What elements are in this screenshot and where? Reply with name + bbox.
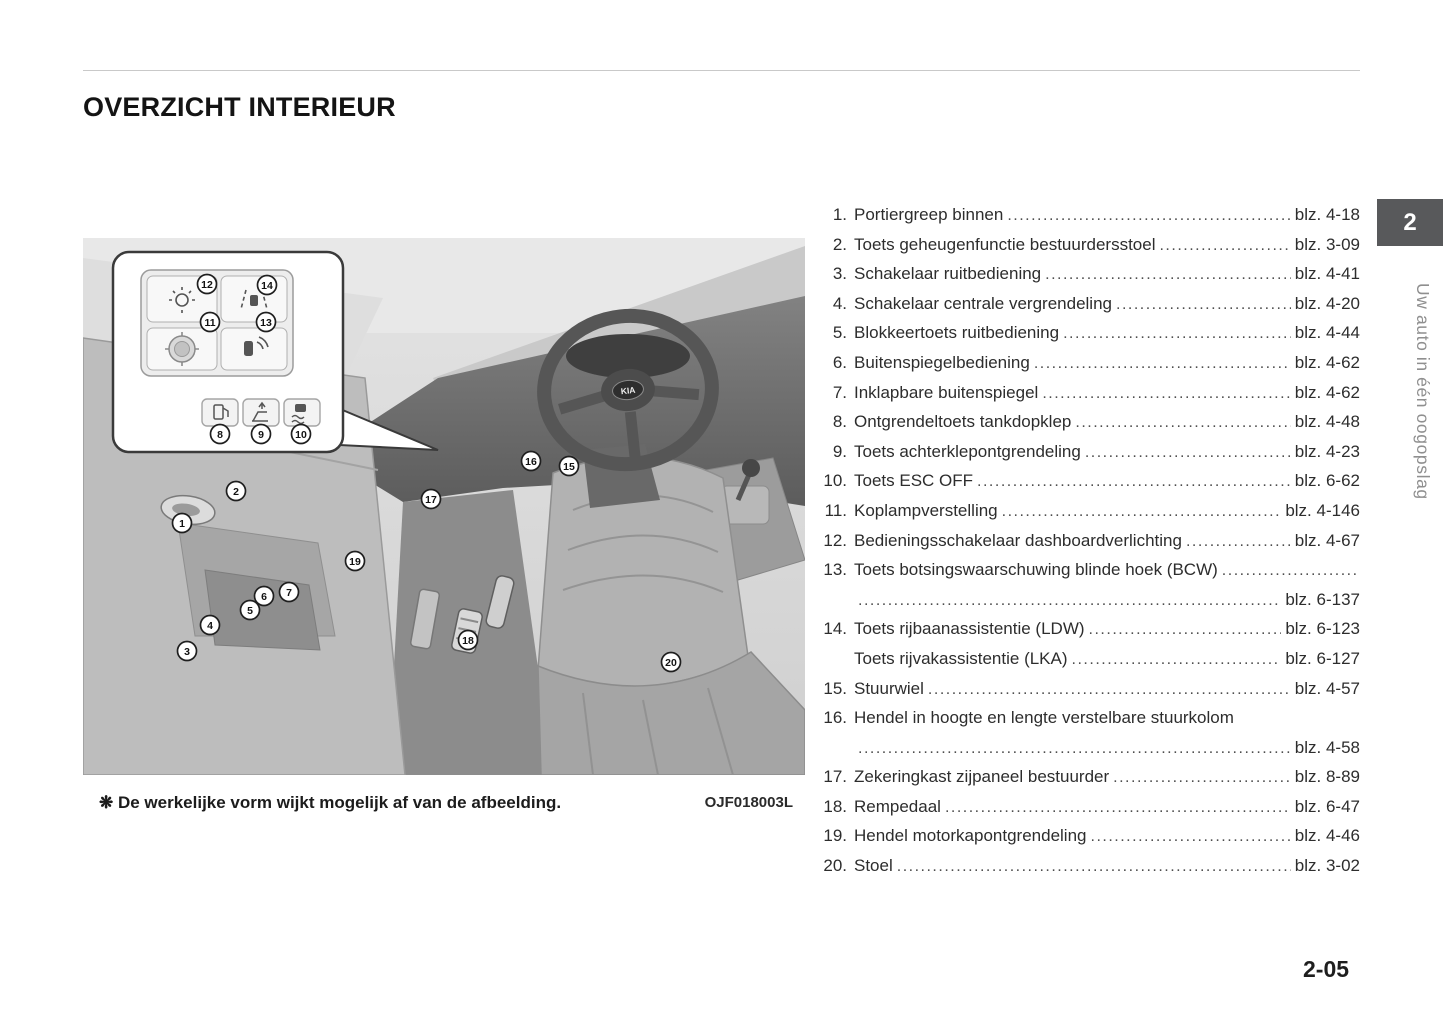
parts-list-row (818, 560, 1360, 590)
part-marker-2 (227, 482, 246, 501)
parts-list-row (818, 679, 1360, 709)
item-label: Portiergreep binnen (854, 205, 1004, 224)
parts-list-row (818, 649, 1360, 679)
item-number: 11. (824, 500, 847, 520)
item-number: 4. (832, 293, 847, 313)
dot-leader (1042, 383, 1290, 403)
part-marker-5 (241, 601, 260, 620)
item-page-ref: blz. 4-58 (1294, 737, 1360, 757)
parts-list-row (818, 619, 1360, 649)
item-label: Toets rijbaanassistentie (LDW) (854, 619, 1085, 639)
parts-list-row (818, 856, 1360, 886)
part-marker-6 (255, 587, 274, 606)
svg-text:4: 4 (207, 619, 213, 632)
parts-list-item (818, 531, 1360, 561)
item-number: 3. (832, 264, 847, 284)
part-marker-13 (257, 313, 276, 332)
parts-list-row (818, 708, 1360, 738)
item-label: Toets geheugenfunctie bestuurdersstoel (854, 234, 1156, 254)
item-number: 15. (823, 678, 847, 698)
item-label: Hendel motorkapontgrendeling (854, 826, 1087, 846)
item-page-ref: blz. 4-67 (1294, 530, 1360, 550)
part-marker-3 (178, 642, 197, 661)
svg-text:12: 12 (201, 278, 213, 291)
part-marker-11 (201, 313, 220, 332)
parts-list-item (818, 264, 1360, 294)
item-number: 5. (832, 323, 847, 343)
parts-list-row (818, 797, 1360, 827)
item-label: Ontgrendeltoets tankdopklep (854, 412, 1072, 432)
parts-list-row (818, 264, 1360, 294)
item-label: Toets botsingswaarschuwing blinde hoek (BCW) (854, 560, 1218, 580)
svg-text:15: 15 (563, 460, 575, 473)
parts-list-item (818, 767, 1360, 797)
interior-illustration (83, 238, 805, 775)
item-page-ref: blz. 4-44 (1294, 323, 1360, 343)
parts-list-row (818, 738, 1360, 768)
lower-switch-row (202, 399, 320, 426)
part-marker-4 (201, 616, 220, 635)
parts-list-item (818, 826, 1360, 856)
svg-text:13: 13 (260, 316, 272, 329)
svg-text:11: 11 (204, 316, 216, 329)
svg-text:16: 16 (525, 455, 537, 468)
chapter-tab: 2 (1377, 199, 1443, 246)
item-number: 20. (823, 856, 847, 876)
figure-caption (83, 775, 805, 830)
parts-list-item (818, 383, 1360, 413)
parts-list-row (818, 471, 1360, 501)
item-label: Toets ESC OFF (854, 471, 974, 491)
item-label: Rempedaal (854, 796, 941, 816)
item-label: Schakelaar ruitbediening (854, 264, 1042, 284)
dot-leader (1063, 323, 1291, 343)
svg-text:5: 5 (247, 604, 253, 617)
item-label: Inklapbare buitenspiegel (854, 382, 1039, 402)
item-number: 14. (823, 619, 847, 639)
dot-leader (1159, 235, 1290, 255)
item-page-ref: blz. 4-146 (1285, 500, 1360, 520)
svg-text:3: 3 (184, 645, 190, 658)
part-marker-8 (211, 425, 230, 444)
parts-list-item (818, 619, 1360, 678)
svg-text:14: 14 (261, 279, 273, 292)
item-label: Zekeringkast zijpaneel bestuurder (854, 767, 1110, 787)
parts-list-item (818, 442, 1360, 472)
item-number: 10. (823, 471, 847, 491)
item-label: Hendel in hoogte en lengte verstelbare stuurkolom (854, 708, 1234, 728)
item-page-ref: blz. 4-23 (1294, 441, 1360, 461)
item-page-ref: blz. 4-20 (1294, 293, 1360, 313)
parts-list-row (818, 235, 1360, 265)
figure-disclaimer: ❋ De werkelijke vorm wijkt mogelijk af van de afbeelding. (99, 792, 562, 812)
parts-list-item (818, 560, 1360, 619)
svg-text:10: 10 (295, 428, 307, 441)
parts-list-item (818, 294, 1360, 324)
svg-text:8: 8 (217, 428, 223, 441)
part-marker-15 (560, 457, 579, 476)
item-label: Koplampverstelling (854, 500, 998, 520)
item-number: 7. (832, 382, 847, 402)
dot-leader (977, 471, 1291, 491)
dot-leader (945, 797, 1291, 817)
dot-leader (1091, 826, 1291, 846)
dot-leader (1186, 531, 1291, 551)
item-number: 18. (823, 796, 847, 816)
item-page-ref: blz. 6-137 (1285, 589, 1360, 609)
svg-text:6: 6 (261, 590, 267, 603)
item-label: Stuurwiel (854, 678, 924, 698)
dot-leader (1072, 649, 1282, 669)
parts-list-item (818, 708, 1360, 767)
dot-leader (1113, 767, 1291, 787)
item-label: Blokkeertoets ruitbediening (854, 323, 1060, 343)
parts-list-item (818, 353, 1360, 383)
svg-text:7: 7 (286, 586, 292, 599)
parts-list-row (818, 767, 1360, 797)
svg-text:17: 17 (425, 493, 437, 506)
parts-list-item (818, 797, 1360, 827)
dot-leader (1034, 353, 1291, 373)
parts-list-item (818, 235, 1360, 265)
interior-figure (83, 238, 805, 830)
part-marker-10 (292, 425, 311, 444)
dot-leader (897, 856, 1291, 876)
part-marker-1 (173, 514, 192, 533)
item-number: 8. (832, 412, 847, 432)
item-number: 19. (823, 826, 847, 846)
item-label: Buitenspiegelbediening (854, 352, 1030, 372)
header-rule (83, 70, 1360, 71)
dot-leader (1116, 294, 1291, 314)
part-marker-17 (422, 490, 441, 509)
dot-leader (1085, 442, 1291, 462)
item-number: 13. (823, 560, 847, 580)
item-page-ref: blz. 4-18 (1294, 205, 1360, 224)
dot-leader (1002, 501, 1282, 521)
dot-leader (1089, 619, 1282, 639)
parts-list-row (818, 590, 1360, 620)
chapter-vertical-label: Uw auto in één oogopslag (1413, 283, 1433, 500)
svg-text:2: 2 (233, 485, 239, 498)
svg-text:19: 19 (349, 555, 361, 568)
parts-list-row (818, 383, 1360, 413)
parts-list-item (818, 205, 1360, 235)
page-number: 2-05 (1303, 956, 1350, 982)
dot-leader (1222, 560, 1356, 580)
item-page-ref: blz. 3-02 (1294, 856, 1360, 876)
item-page-ref: blz. 6-47 (1294, 796, 1360, 816)
item-page-ref: blz. 8-89 (1294, 767, 1360, 787)
dot-leader (1007, 205, 1290, 225)
figure-code: OJF018003L (704, 794, 793, 811)
dot-leader (1045, 264, 1291, 284)
item-page-ref: blz. 4-41 (1294, 264, 1360, 284)
parts-list-item (818, 412, 1360, 442)
parts-list-row (818, 205, 1360, 235)
part-marker-16 (522, 452, 541, 471)
part-marker-18 (459, 631, 478, 650)
item-page-ref: blz. 6-127 (1285, 648, 1360, 668)
item-label: Toets rijvakassistentie (LKA) (854, 648, 1068, 668)
item-page-ref: blz. 4-62 (1294, 352, 1360, 372)
part-marker-20 (662, 653, 681, 672)
item-page-ref: blz. 4-48 (1294, 412, 1360, 432)
part-marker-19 (346, 552, 365, 571)
item-number: 6. (832, 352, 847, 372)
item-label: Bedieningsschakelaar dashboardverlichting (854, 530, 1182, 550)
dot-leader (1075, 412, 1290, 432)
part-marker-14 (258, 276, 277, 295)
page-title: OVERZICHT INTERIEUR (83, 92, 396, 122)
item-page-ref: blz. 4-62 (1294, 382, 1360, 402)
item-label: Schakelaar centrale vergrendeling (854, 293, 1112, 313)
parts-list-row (818, 412, 1360, 442)
svg-text:9: 9 (258, 428, 264, 441)
item-page-ref: blz. 4-57 (1294, 678, 1360, 698)
brand-badge-text: KIA (620, 384, 636, 397)
item-number: 9. (832, 441, 847, 461)
parts-list-item (818, 856, 1360, 886)
parts-list-row (818, 501, 1360, 531)
dot-leader (858, 738, 1291, 758)
parts-list (818, 205, 1360, 886)
dot-leader (928, 679, 1291, 699)
svg-text:18: 18 (462, 634, 474, 647)
parts-list-item (818, 471, 1360, 501)
parts-list-item (818, 679, 1360, 709)
item-label: Toets achterklepontgrendeling (854, 441, 1081, 461)
parts-list-row (818, 353, 1360, 383)
svg-text:20: 20 (665, 656, 677, 669)
parts-list-row (818, 442, 1360, 472)
item-page-ref: blz. 3-09 (1294, 234, 1360, 254)
parts-list-row (818, 531, 1360, 561)
part-marker-12 (198, 275, 217, 294)
parts-list-item (818, 501, 1360, 531)
dot-leader (858, 590, 1281, 610)
item-number: 16. (823, 708, 847, 728)
item-page-ref: blz. 4-46 (1294, 826, 1360, 846)
item-number: 17. (823, 767, 847, 787)
item-label: Stoel (854, 856, 893, 876)
parts-list-row (818, 323, 1360, 353)
parts-list-row (818, 826, 1360, 856)
svg-text:1: 1 (179, 517, 185, 530)
parts-list-item (818, 323, 1360, 353)
item-number: 12. (823, 530, 847, 550)
part-marker-7 (280, 583, 299, 602)
item-page-ref: blz. 6-123 (1285, 619, 1360, 639)
part-marker-9 (252, 425, 271, 444)
parts-list-row (818, 294, 1360, 324)
item-number: 1. (832, 205, 847, 224)
item-page-ref: blz. 6-62 (1294, 471, 1360, 491)
item-number: 2. (832, 234, 847, 254)
